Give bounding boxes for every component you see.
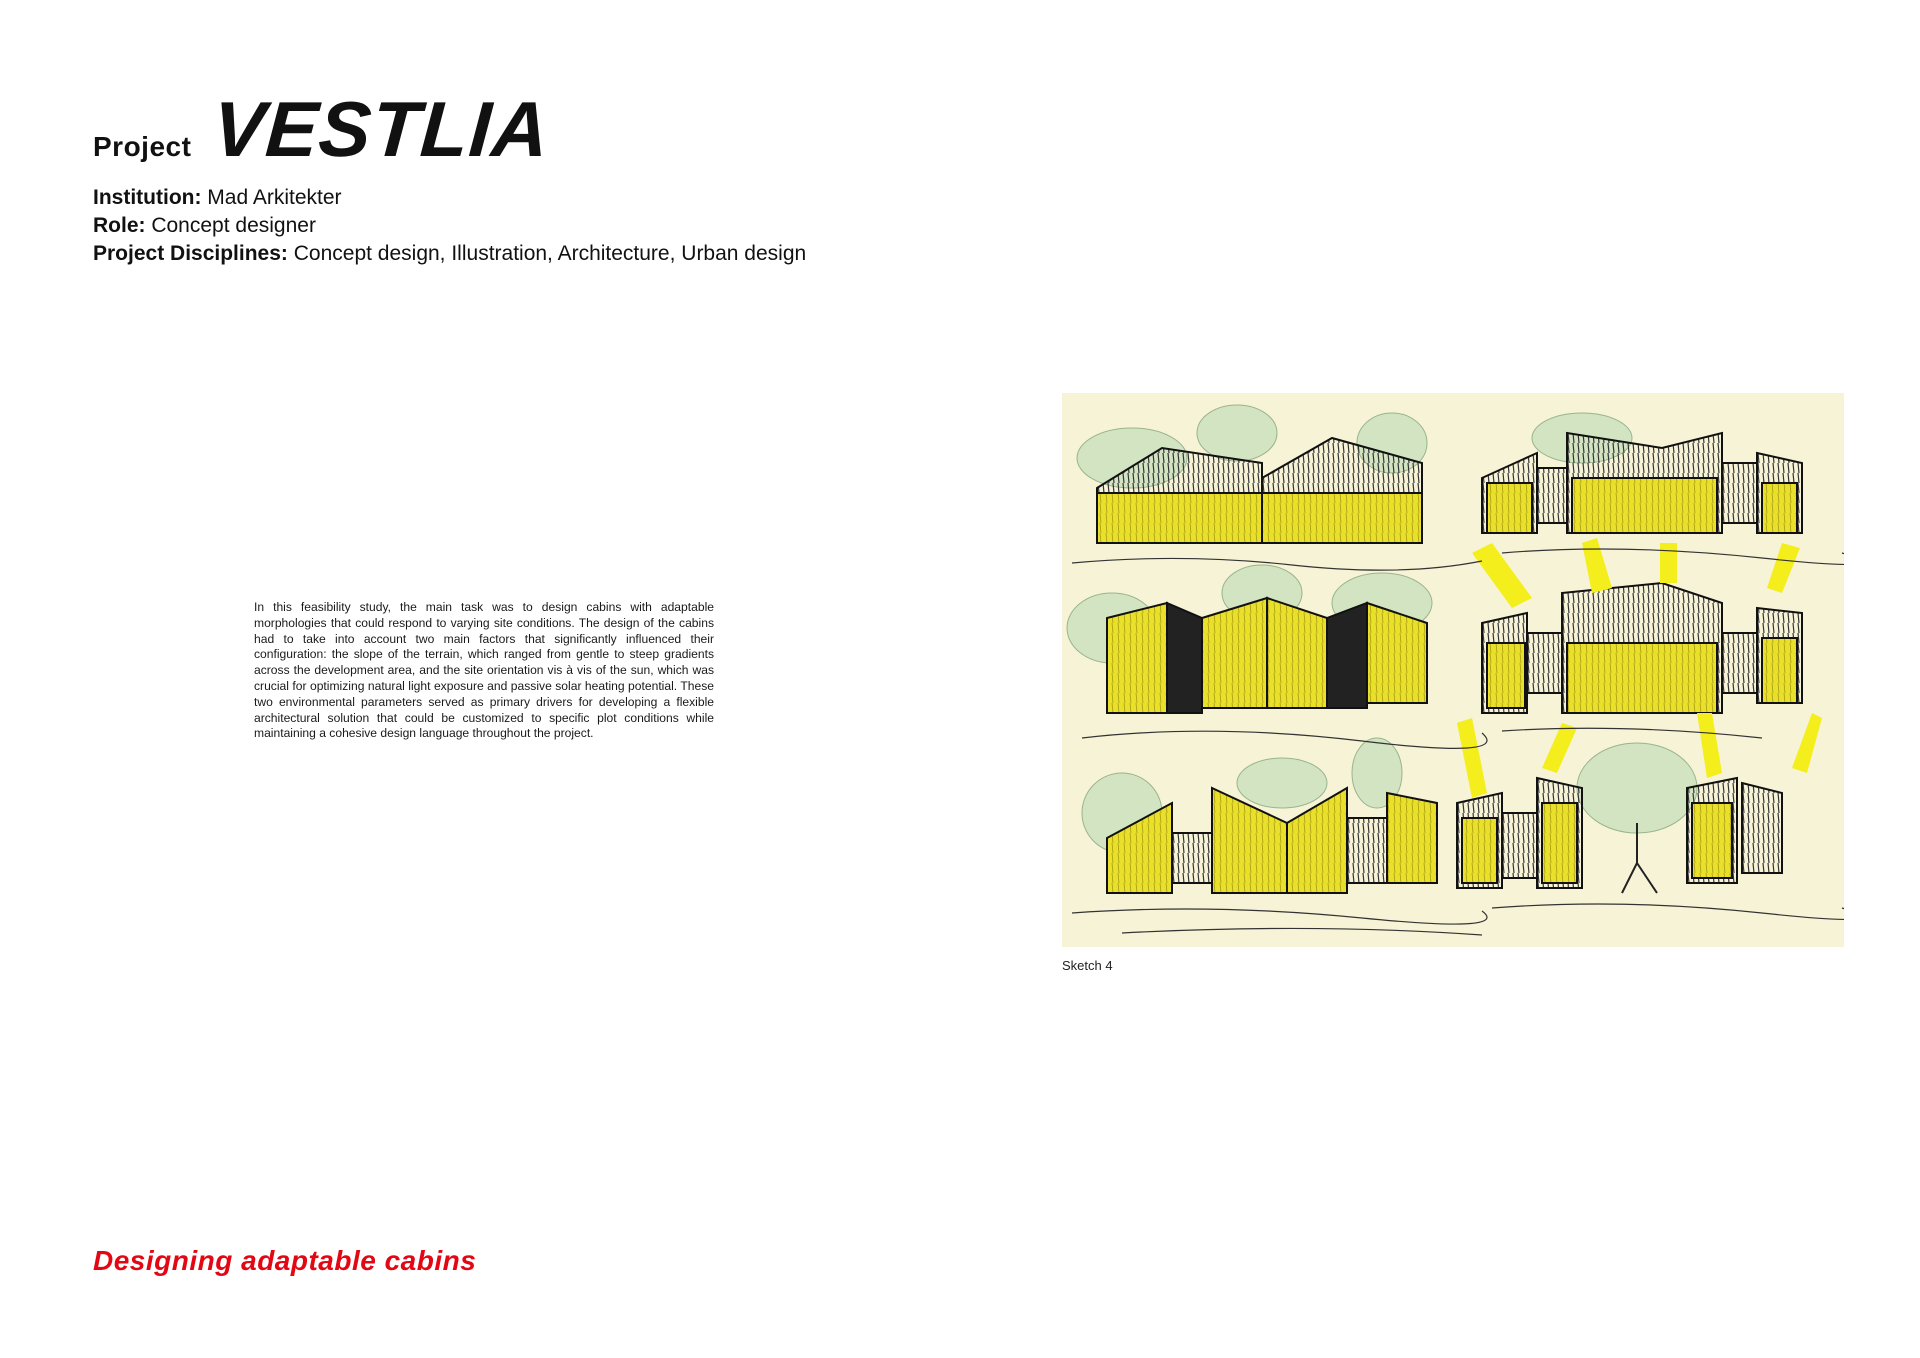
- institution-row: [93, 184, 806, 212]
- description-paragraph: In this feasibility study, the main task was to design cabins with adaptable morphologies that could respond to varying site conditions. The design of the cabins had to take into account two main factors that significantly influenced their configuration: the slope of the terrain, which ranged from gentle to steep gradients across the development area, and the site orientation vis à vis of the sun, which was crucial for optimizing natural light exposure and passive solar heating potential. These two environmental parameters served as primary drivers for developing a flexible architectural solution that could be customized to specific plot conditions while maintaining a cohesive design language throughout the project.: [254, 600, 714, 741]
- role-row: [93, 212, 806, 240]
- project-label: Project: [93, 131, 192, 162]
- disciplines-row: [93, 240, 806, 268]
- page-subtitle: Designing adaptable cabins: [93, 1245, 477, 1276]
- cabin-sketch-illustration: [1062, 393, 1844, 947]
- project-header: [93, 85, 807, 268]
- institution-value: Mad Arkitekter: [201, 186, 342, 209]
- sketch-image: [1062, 393, 1844, 947]
- disciplines-value: Concept design, Illustration, Architecture, Urban design: [287, 242, 807, 265]
- project-meta: [93, 184, 806, 268]
- figure-caption: Sketch 4: [1062, 958, 1113, 973]
- disciplines-key: Project Disciplines:: [93, 242, 288, 265]
- institution-key: Institution:: [93, 186, 202, 209]
- title-row: [93, 85, 806, 173]
- role-key: Role:: [93, 214, 146, 237]
- role-value: Concept designer: [145, 214, 316, 237]
- project-name: VESTLIA: [210, 85, 553, 173]
